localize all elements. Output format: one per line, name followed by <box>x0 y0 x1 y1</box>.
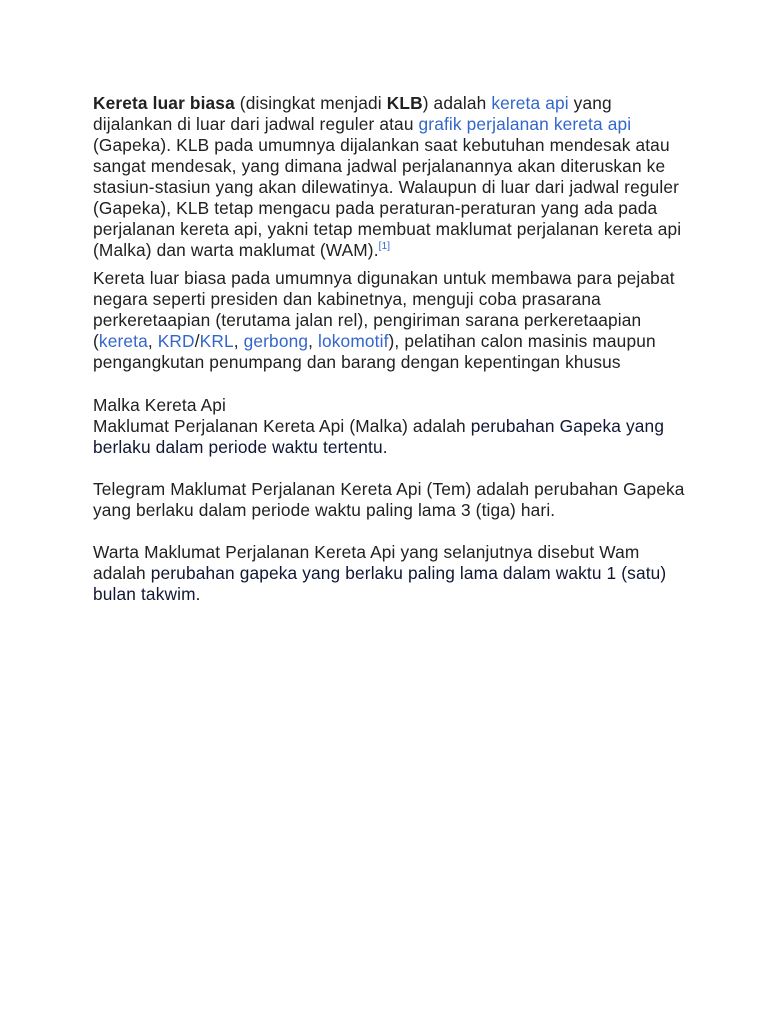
wam-text-1: Warta Maklumat Perjalanan Kereta Api yang selanjutnya disebut Wam adalah <box>93 542 640 583</box>
intro-text-4: (Gapeka). KLB pada umumnya dijalankan saat kebutuhan mendesak atau sangat mendesak, yang dimana jadwal perjalanannya akan diteruskan ke stasiun-stasiun yang akan dilewatinya. Walaupun di luar dari jadwal reguler (Gapeka), KLB tetap mengacu pada peraturan-peraturan yang ada pada perjalanan kereta api, yakni tetap membuat maklumat perjalanan kereta api (Malka) dan warta maklumat (WAM). <box>93 135 682 260</box>
link-grafik-perjalanan[interactable]: grafik perjalanan kereta api <box>418 114 632 134</box>
link-kereta[interactable]: kereta <box>98 331 148 351</box>
malka-text-2: perubahan Gapeka yang berlaku dalam periode waktu tertentu. <box>93 416 665 457</box>
article-body <box>93 93 693 605</box>
usage-text-1: Kereta luar biasa pada umumnya digunakan untuk membawa para pejabat negara seperti presiden dan kabinetnya, menguji coba prasarana perkeretaapian (terutama jalan rel), pengiriman sarana perkeretaapian ( <box>93 268 675 351</box>
term-bold: Kereta luar biasa <box>93 93 235 113</box>
usage-text-2: ), pelatihan calon masinis maupun pengangkutan penumpang dan barang dengan kepentingan khusus <box>93 331 656 372</box>
wam-paragraph <box>93 542 693 605</box>
usage-slash: / <box>194 331 200 351</box>
intro-paragraph <box>93 93 693 261</box>
abbr-bold: KLB <box>386 93 423 113</box>
malka-paragraph <box>93 416 693 458</box>
link-kereta-api[interactable]: kereta api <box>491 93 569 113</box>
link-lokomotif[interactable]: lokomotif <box>318 331 389 351</box>
wam-text-2: perubahan gapeka yang berlaku paling lama dalam waktu 1 (satu) bulan takwim. <box>93 563 667 604</box>
link-krd[interactable]: KRD <box>157 331 195 351</box>
link-krl[interactable]: KRL <box>199 331 234 351</box>
usage-sep-3: , <box>308 331 319 351</box>
citation-link[interactable]: [1] <box>378 241 391 252</box>
malka-text-1: Maklumat Perjalanan Kereta Api (Malka) adalah <box>93 416 471 436</box>
usage-sep-1: , <box>147 331 158 351</box>
usage-sep-2: , <box>233 331 244 351</box>
tem-paragraph: Telegram Maklumat Perjalanan Kereta Api (Tem) adalah perubahan Gapeka yang berlaku dalam periode waktu paling lama 3 (tiga) hari. <box>93 479 685 520</box>
malka-heading: Malka Kereta Api <box>93 395 227 415</box>
usage-paragraph <box>93 268 693 373</box>
intro-text-2: ) adalah <box>422 93 492 113</box>
link-gerbong[interactable]: gerbong <box>243 331 309 351</box>
intro-text-1: (disingkat menjadi <box>234 93 387 113</box>
intro-text-3: yang dijalankan di luar dari jadwal reguler atau <box>93 93 612 134</box>
